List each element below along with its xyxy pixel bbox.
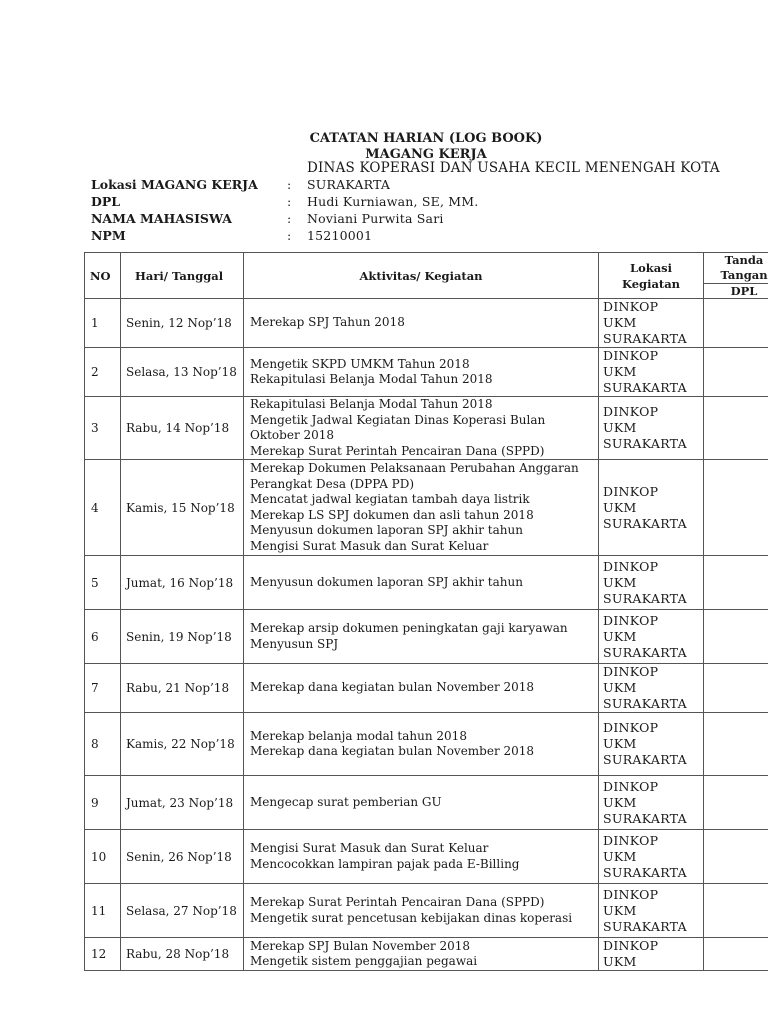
row-lokasi (599, 884, 704, 938)
lokasi-line: DINKOP (603, 483, 659, 499)
row-no: 4 (85, 460, 121, 556)
row-tanda-tangan[interactable] (704, 397, 768, 460)
row-tanda-tangan[interactable] (704, 830, 768, 884)
lokasi-line: DINKOP (603, 664, 659, 679)
lokasi-line: DINKOP (603, 720, 659, 735)
info-colon: : (287, 211, 292, 226)
lokasi-line: DINKOP (603, 832, 659, 848)
row-hari-tanggal: Kamis, 22 Nop’18 (121, 713, 244, 776)
aktivitas-item: Merekap dana kegiatan bulan November 2018 (250, 680, 535, 695)
row-aktivitas (244, 556, 599, 610)
lokasi-line: SURAKARTA (603, 752, 687, 767)
info-colon: : (287, 194, 292, 209)
row-aktivitas (244, 776, 599, 830)
document-subtitle-magang: MAGANG KERJA (365, 147, 487, 162)
document-title: CATATAN HARIAN (LOG BOOK) (309, 131, 543, 146)
row-no: 9 (85, 776, 121, 830)
aktivitas-item: Merekap Dokumen Pelaksanaan Perubahan Anggaran Perangkat Desa (DPPA PD) (250, 461, 579, 491)
row-aktivitas (244, 610, 599, 664)
info-block (91, 176, 478, 244)
aktivitas-item: Merekap dana kegiatan bulan November 2018 (250, 744, 535, 758)
header-lokasi: Lokasi Kegiatan (599, 253, 704, 299)
row-lokasi (599, 397, 704, 460)
row-hari-tanggal: Rabu, 21 Nop’18 (121, 664, 244, 713)
row-no: 7 (85, 664, 121, 713)
lokasi-line: SURAKARTA (603, 864, 687, 880)
row-aktivitas (244, 713, 599, 776)
row-lokasi (599, 460, 704, 556)
table-row (85, 664, 768, 713)
aktivitas-item: Menyusun dokumen laporan SPJ akhir tahun (250, 574, 523, 589)
row-tanda-tangan[interactable] (704, 610, 768, 664)
header-hari-tanggal: Hari/ Tanggal (121, 253, 244, 299)
table-row (85, 610, 768, 664)
info-label: DPL (91, 194, 121, 209)
lokasi-line: DINKOP (603, 558, 659, 574)
info-value: 15210001 (307, 228, 373, 243)
header-no: NO (85, 253, 121, 299)
row-hari-tanggal: Senin, 12 Nop’18 (121, 299, 244, 348)
table-row (85, 776, 768, 830)
lokasi-line: SURAKARTA (603, 810, 687, 826)
row-tanda-tangan[interactable] (704, 938, 768, 971)
table-row (85, 299, 768, 348)
aktivitas-item: Mengetik Jadwal Kegiatan Dinas Koperasi Bulan Oktober 2018 (250, 412, 546, 442)
aktivitas-item: Rekapitulasi Belanja Modal Tahun 2018 (250, 397, 493, 411)
table-row (85, 830, 768, 884)
row-tanda-tangan[interactable] (704, 348, 768, 397)
lokasi-line: DINKOP (603, 299, 659, 314)
row-no: 5 (85, 556, 121, 610)
lokasi-line: UKM (603, 420, 637, 435)
row-tanda-tangan[interactable] (704, 460, 768, 556)
row-lokasi (599, 299, 704, 348)
lokasi-line: UKM (603, 954, 637, 969)
lokasi-line: DINKOP (603, 778, 659, 794)
table-row (85, 938, 768, 971)
lokasi-line: SURAKARTA (603, 590, 687, 606)
table-row (85, 460, 768, 556)
row-tanda-tangan[interactable] (704, 776, 768, 830)
lokasi-line: UKM (603, 902, 637, 918)
aktivitas-item: Mengetik sistem penggajian pegawai (250, 954, 478, 968)
info-colon: : (287, 177, 292, 192)
table-row (85, 348, 768, 397)
table-row (85, 713, 768, 776)
lokasi-line: UKM (603, 364, 637, 379)
lokasi-line: UKM (603, 574, 637, 590)
info-label: Lokasi MAGANG KERJA (91, 177, 258, 192)
lokasi-line: SURAKARTA (603, 696, 687, 711)
lokasi-line: UKM (603, 680, 637, 695)
aktivitas-item: Mengetik SKPD UMKM Tahun 2018 (250, 356, 470, 371)
row-aktivitas (244, 664, 599, 713)
row-hari-tanggal: Jumat, 16 Nop’18 (121, 556, 244, 610)
aktivitas-item: Mencocokkan lampiran pajak pada E-Billing (250, 856, 520, 871)
row-lokasi (599, 556, 704, 610)
row-hari-tanggal: Kamis, 15 Nop’18 (121, 460, 244, 556)
table-row (85, 397, 768, 460)
row-hari-tanggal: Rabu, 14 Nop’18 (121, 397, 244, 460)
row-no: 3 (85, 397, 121, 460)
row-hari-tanggal: Senin, 19 Nop’18 (121, 610, 244, 664)
aktivitas-item: Merekap belanja modal tahun 2018 (250, 728, 467, 743)
row-aktivitas (244, 348, 599, 397)
row-lokasi (599, 830, 704, 884)
info-colon: : (287, 228, 292, 243)
aktivitas-item: Merekap Surat Perintah Pencairan Dana (SPPD) (250, 895, 545, 909)
row-hari-tanggal: Rabu, 28 Nop’18 (121, 938, 244, 971)
row-hari-tanggal: Selasa, 27 Nop’18 (121, 884, 244, 938)
table-header-row (85, 253, 768, 299)
row-aktivitas (244, 884, 599, 938)
aktivitas-item: Mengisi Surat Masuk dan Surat Keluar (250, 841, 489, 855)
lokasi-line: UKM (603, 736, 637, 751)
row-tanda-tangan[interactable] (704, 713, 768, 776)
lokasi-line: SURAKARTA (603, 918, 687, 934)
row-aktivitas (244, 299, 599, 348)
info-row-lokasi (91, 176, 478, 193)
info-label: NPM (91, 228, 126, 243)
info-value: Noviani Purwita Sari (307, 211, 444, 226)
aktivitas-item: Merekap LS SPJ dokumen dan asli tahun 2018 (250, 507, 534, 522)
lokasi-line: UKM (603, 848, 637, 864)
lokasi-line: UKM (603, 794, 637, 810)
aktivitas-item: Mengetik surat pencetusan kebijakan dinas koperasi (250, 910, 573, 925)
row-hari-tanggal: Senin, 26 Nop’18 (121, 830, 244, 884)
row-aktivitas (244, 460, 599, 556)
aktivitas-item: Menyusun SPJ (250, 636, 339, 651)
info-label: NAMA MAHASISWA (91, 211, 232, 226)
lokasi-line: SURAKARTA (603, 331, 687, 346)
row-aktivitas (244, 397, 599, 460)
row-no: 6 (85, 610, 121, 664)
row-lokasi (599, 938, 704, 971)
row-no: 11 (85, 884, 121, 938)
lokasi-line: DINKOP (603, 348, 659, 363)
info-value: SURAKARTA (307, 177, 391, 192)
row-tanda-tangan[interactable] (704, 884, 768, 938)
lokasi-line: SURAKARTA (603, 436, 687, 451)
row-lokasi (599, 664, 704, 713)
lokasi-line: UKM (603, 315, 637, 330)
row-no: 12 (85, 938, 121, 971)
aktivitas-item: Mengisi Surat Masuk dan Surat Keluar (250, 538, 489, 553)
header-dpl: DPL (704, 283, 768, 298)
row-hari-tanggal: Selasa, 13 Nop’18 (121, 348, 244, 397)
lokasi-line: DINKOP (603, 886, 659, 902)
lokasi-line: UKM (603, 499, 637, 515)
row-lokasi (599, 776, 704, 830)
aktivitas-item: Rekapitulasi Belanja Modal Tahun 2018 (250, 372, 493, 386)
info-row-dpl (91, 193, 478, 210)
header-tanda-tangan-label: Tanda Tangan (720, 253, 768, 282)
lokasi-line: SURAKARTA (603, 515, 687, 531)
lokasi-line: SURAKARTA (603, 380, 687, 395)
aktivitas-item: Menyusun dokumen laporan SPJ akhir tahun (250, 523, 523, 537)
row-no: 8 (85, 713, 121, 776)
table-row (85, 884, 768, 938)
aktivitas-item: Mencatat jadwal kegiatan tambah daya listrik (250, 492, 530, 506)
row-lokasi (599, 713, 704, 776)
lokasi-line: UKM (603, 628, 637, 644)
row-lokasi (599, 348, 704, 397)
row-tanda-tangan[interactable] (704, 664, 768, 713)
aktivitas-item: Merekap arsip dokumen peningkatan gaji karyawan (250, 621, 568, 635)
lokasi-line: DINKOP (603, 404, 659, 419)
header-aktivitas: Aktivitas/ Kegiatan (244, 253, 599, 299)
row-tanda-tangan[interactable] (704, 299, 768, 348)
lokasi-line: DINKOP (603, 612, 659, 628)
aktivitas-item: Mengecap surat pemberian GU (250, 794, 442, 809)
row-aktivitas (244, 938, 599, 971)
aktivitas-item: Merekap SPJ Tahun 2018 (250, 315, 405, 330)
header-tanda-tangan (704, 253, 768, 299)
logbook-table (84, 252, 768, 971)
lokasi-line: SURAKARTA (603, 644, 687, 660)
row-tanda-tangan[interactable] (704, 556, 768, 610)
row-no: 1 (85, 299, 121, 348)
row-no: 2 (85, 348, 121, 397)
aktivitas-item: Merekap Surat Perintah Pencairan Dana (SPPD) (250, 443, 545, 458)
row-hari-tanggal: Jumat, 23 Nop’18 (121, 776, 244, 830)
institution-name: DINAS KOPERASI DAN USAHA KECIL MENENGAH KOTA (307, 160, 720, 176)
table-row (85, 556, 768, 610)
row-no: 10 (85, 830, 121, 884)
info-row-nama (91, 210, 478, 227)
lokasi-line: DINKOP (603, 938, 659, 953)
info-value: Hudi Kurniawan, SE, MM. (307, 194, 479, 209)
info-row-npm (91, 227, 478, 244)
row-aktivitas (244, 830, 599, 884)
aktivitas-item: Merekap SPJ Bulan November 2018 (250, 938, 471, 953)
row-lokasi (599, 610, 704, 664)
